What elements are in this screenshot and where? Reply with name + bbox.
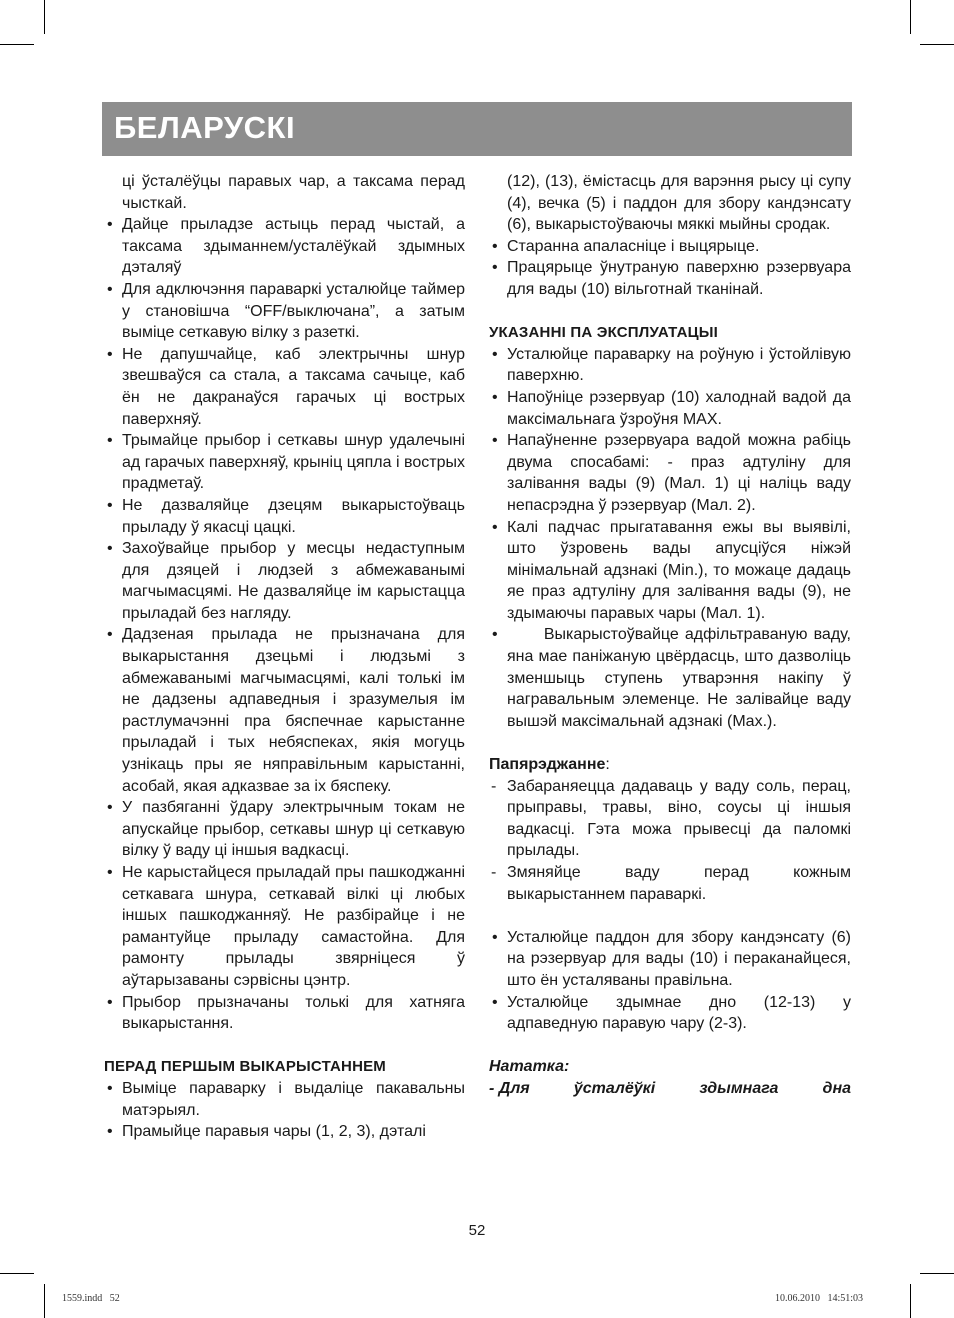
list-item: • Старанна апаласніце і выцярыце.: [492, 237, 760, 255]
cleaning-list: [489, 236, 851, 301]
page-title: БЕЛАРУСКІ: [114, 110, 296, 145]
spacer: [489, 905, 851, 927]
continued-text: ці ўсталёўцы паравых чар, а таксама перад чысткай.: [122, 173, 465, 212]
first-use-list: [104, 1078, 465, 1143]
safety-list: [104, 214, 465, 1035]
note-heading: Нататка:: [489, 1058, 570, 1076]
list-item: • Прыбор прызначаны толькі для хатняга выкарыстання.: [107, 993, 465, 1033]
list-item: • Не дапушчайце, каб электрычны шнур звешваўся са стала, а таксама сачыце, каб ён не дакранаўся гарачых ці вострых паверхняў.: [107, 345, 465, 428]
assembly-list: [489, 927, 851, 1035]
list-item: • Дадзеная прылада не прызначана для выкарыстання дзецьмі і людзьмі з абмежаванымі магчымасцямі, калі толькі ім не дадзены адпаведныя і зразумелыя ім растлумачэнні пра бяспечнае карыстанне прыладай і тых небяспеках, якія могуць узнікаць пры яе няправільным карыстанні, асобай, якая адказвае за іх бяспеку.: [107, 626, 465, 795]
list-item: • Трымайце прыбор і сеткавы шнур удалечыні ад гарачых паверхняў, крыніц цяпла і вострых прадметаў.: [107, 432, 465, 493]
spacer: [489, 301, 851, 323]
list-item: - Забараняецца дадаваць у ваду соль, перац, прыправы, травы, віно, соусы ці іншыя вадкасці. Гэта можа прывесці да паломкі прылады.: [491, 777, 851, 860]
spacer: [489, 732, 851, 754]
list-item: • Калі падчас прыгатавання ежы вы выявілі, што ўзровень вады апусціўся ніжэй мінімальнай адзнакі (Min.), то можаце дадаць яе праз адтуліну для залівання вады (9), не здымаючы паравых чары (Мал. 1).: [492, 518, 851, 622]
crop-mark: [44, 1284, 45, 1318]
language-header-band: [102, 102, 852, 156]
spacer: [489, 1035, 851, 1057]
list-item: - Змяняйце ваду перад кожным выкарыстаннем параваркі.: [491, 864, 851, 903]
continued-text: (12), (13), ёмістасць для варэння рысу ці супу (4), вечка (5) і паддон для збору кандэнсату (6), выкарыстоўваючы мяккі мыйны сродак.: [507, 173, 851, 234]
note-line: - Для ўсталёўкі здымнага дна: [489, 1079, 851, 1097]
list-item: • Усталюйце здымнае дно (12-13) у адпаведную паравую чару (2-3).: [492, 993, 851, 1033]
list-item: • Працярыце ўнутраную паверхню рэзервуара для вады (10) вільготнай тканінай.: [492, 259, 851, 298]
crop-mark: [0, 1273, 34, 1274]
list-item: • Не карыстайцеся прыладай пры пашкоджанні сеткавага шнура, сеткавай вілкі ці любых іншых пашкоджанняў. Не разбірайце і не рамантуйце прыладу самастойна. Для рамонту прылады звярніцеся ў аўтарызаваны сэрвісны цэнтр.: [107, 864, 465, 989]
slug-file-info: 1559.indd 52: [62, 1293, 120, 1304]
slug-date-info: 10.06.2010 14:51:03: [775, 1293, 864, 1304]
section-heading-operation: УКАЗАННІ ПА ЭКСПЛУАТАЦЫІ: [489, 324, 719, 342]
list-item: • Не дазваляйце дзецям выкарыстоўваць прыладу ў якасці цацкі.: [107, 496, 465, 536]
list-item: • Захоўвайце прыбор у месцы недаступным для дзяцей і людзей з абмежаванымі магчымасцямі. Не дазваляйце ім карыстацца прыладай без нагляду.: [107, 540, 465, 622]
crop-mark: [0, 44, 34, 45]
section-heading-first-use: ПЕРАД ПЕРШЫМ ВЫКАРЫСТАННЕМ: [104, 1058, 386, 1076]
crop-mark: [910, 1284, 911, 1318]
left-column: [104, 171, 465, 1143]
warning-heading: Папярэджанне:: [489, 756, 610, 774]
list-item: • Усталюйце параварку на роўную і ўстойлівую паверхню.: [492, 345, 851, 385]
warning-list: [489, 776, 851, 906]
page-number: 52: [468, 1222, 486, 1239]
crop-mark: [920, 1273, 954, 1274]
right-column: [489, 171, 856, 1100]
list-item: • У пазбяганні ўдару электрычным токам не апускайце прыбор, сеткавы шнур ці сеткавую вілку ў ваду ці іншыя вадкасці.: [107, 799, 465, 860]
crop-mark: [910, 0, 911, 34]
list-item: • Усталюйце паддон для збору кандэнсату (6) на рэзервуар для вады (10) і пераканайцеся, што ён усталяваны правільна.: [492, 928, 851, 989]
crop-mark: [920, 44, 954, 45]
operation-list: [489, 344, 856, 733]
spacer: [104, 1035, 465, 1057]
crop-mark: [44, 0, 45, 34]
list-item: • Для адключэння параваркі усталюйце таймер у становішча “OFF/выключана”, а затым выміце сеткавую вілку з разеткі.: [107, 280, 465, 342]
list-item: • Выміце параварку і выдаліце пакавальны матэрыял.: [107, 1079, 465, 1119]
list-item: • Прамыйце паравыя чары (1, 2, 3), дэталі: [107, 1123, 426, 1141]
list-item: • Напоўніце рэзервуар (10) халоднай вадой да максімальнага ўзроўня MAX.: [492, 388, 851, 428]
list-item: • Выкарыстоўвайце адфільтраваную ваду, яна мае паніжаную цвёрдасць, што дазволіць зменшыць ступень утварэння накіпу ў награвальным элеменце. Не залівайце ваду вышэй максімальнай адзнакі (Max.).: [492, 626, 856, 730]
list-item: • Напаўненне рэзервуара вадой можна рабіць двума спосабамі: - праз адтуліну для залівання вады (9) (Мал. 1) ці наліць ваду непасрэдна ў рэзервуар (Мал. 2).: [492, 432, 851, 514]
list-item: • Дайце прыладзе астыць перад чыстай, а таксама здыманнем/усталёўкай здымных дэталяў: [107, 216, 465, 277]
